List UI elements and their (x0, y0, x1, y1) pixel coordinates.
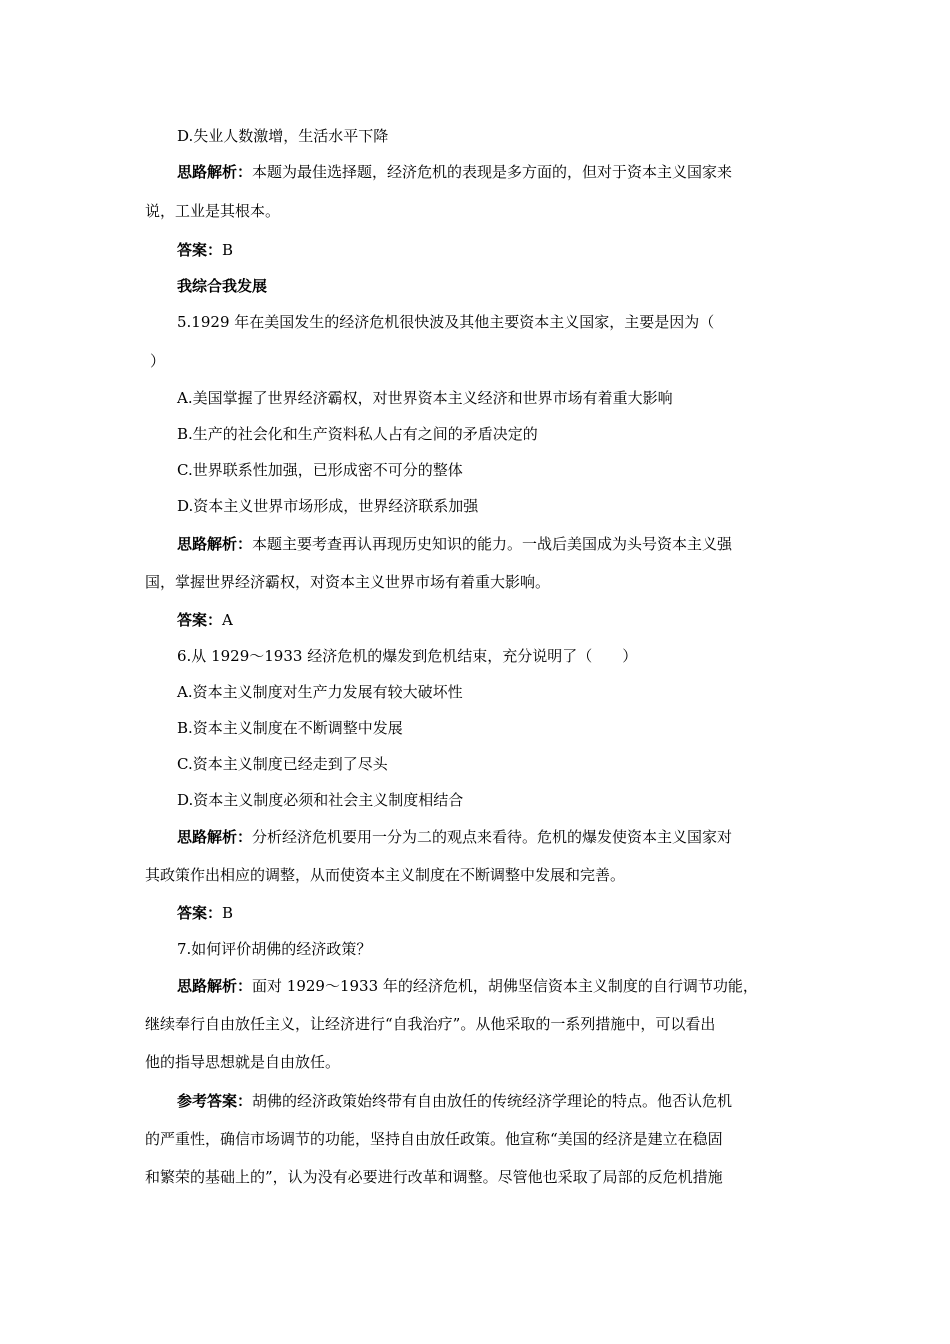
reference-answer-q7-continued-1 (145, 1129, 723, 1149)
analysis-q4-continued (145, 201, 280, 221)
question-text: 6.从 1929～1933 经济危机的爆发到危机结束，充分说明了（ ） (177, 647, 638, 665)
analysis-text: 本题为最佳选择题，经济危机的表现是多方面的，但对于资本主义国家来 (252, 163, 733, 181)
analysis-q7-continued-2 (145, 1052, 340, 1072)
answer-label: 答案： (177, 904, 223, 922)
line-text: 说，工业是其根本。 (145, 202, 281, 220)
analysis-q6 (177, 827, 732, 847)
option-b-q5 (177, 424, 538, 444)
answer-q6 (177, 903, 233, 923)
line-text: A.资本主义制度对生产力发展有较大破坏性 (177, 683, 463, 701)
answer-q4 (177, 240, 233, 260)
line-text: 和繁荣的基础上的”，认为没有必要进行改革和调整。尽管他也采取了局部的反危机措施 (145, 1168, 723, 1186)
analysis-text: 面对 1929～1933 年的经济危机，胡佛坚信资本主义制度的自行调节功能， (252, 977, 758, 995)
option-a-q6 (177, 682, 463, 702)
line-text: C.资本主义制度已经走到了尽头 (177, 755, 388, 773)
section-heading (177, 276, 267, 296)
analysis-q6-continued (145, 865, 625, 885)
analysis-text: 本题主要考查再认再现历史知识的能力。一战后美国成为头号资本主义强 (252, 535, 733, 553)
analysis-label: 思路解析： (177, 163, 253, 181)
line-text: A.美国掌握了世界经济霸权，对世界资本主义经济和世界市场有着重大影响 (177, 389, 673, 407)
line-text: 继续奉行自由放任主义，让经济进行“自我治疗”。从他采取的一系列措施中，可以看出 (145, 1015, 716, 1033)
answer-value: B (222, 241, 234, 259)
reference-answer-label: 参考答案： (177, 1092, 253, 1110)
question-text: 5.1929 年在美国发生的经济危机很快波及其他主要资本主义国家，主要是因为（ (177, 313, 715, 331)
analysis-text: 分析经济危机要用一分为二的观点来看待。危机的爆发使资本主义国家对 (252, 828, 733, 846)
question-7 (177, 939, 371, 959)
line-text: 的严重性，确信市场调节的功能，坚持自由放任政策。他宣称“美国的经济是建立在稳固 (145, 1130, 723, 1148)
answer-q5 (177, 610, 233, 630)
question-text: 7.如何评价胡佛的经济政策？ (177, 940, 372, 958)
line-text: D.资本主义制度必须和社会主义制度相结合 (177, 791, 464, 809)
analysis-q7-continued-1 (145, 1014, 715, 1034)
option-b-q6 (177, 718, 403, 738)
line-text: 其政策作出相应的调整，从而使资本主义制度在不断调整中发展和完善。 (145, 866, 626, 884)
question-6 (177, 646, 637, 666)
line-text: D.资本主义世界市场形成，世界经济联系加强 (177, 497, 479, 515)
reference-answer-text: 胡佛的经济政策始终带有自由放任的传统经济学理论的特点。他否认危机 (252, 1092, 733, 1110)
option-a-q5 (177, 388, 673, 408)
option-d-q6 (177, 790, 463, 810)
answer-value: B (222, 904, 234, 922)
answer-value: A (222, 611, 233, 629)
analysis-q5-continued (145, 572, 550, 592)
section-heading-text: 我综合我发展 (177, 277, 268, 295)
analysis-label: 思路解析： (177, 535, 253, 553)
answer-label: 答案： (177, 611, 223, 629)
line-text: 他的指导思想就是自由放任。 (145, 1053, 341, 1071)
line-text: B.资本主义制度在不断调整中发展 (177, 719, 403, 737)
option-c-q5 (177, 460, 463, 480)
reference-answer-q7 (177, 1091, 732, 1111)
question-5 (177, 312, 714, 332)
line-text: B.生产的社会化和生产资料私人占有之间的矛盾决定的 (177, 425, 538, 443)
option-d-q4 (177, 126, 388, 146)
answer-label: 答案： (177, 241, 223, 259)
analysis-q4 (177, 162, 732, 182)
option-c-q6 (177, 754, 388, 774)
option-d-q5 (177, 496, 478, 516)
analysis-label: 思路解析： (177, 977, 253, 995)
question-5-bracket (150, 351, 165, 371)
line-text: 国，掌握世界经济霸权，对资本主义世界市场有着重大影响。 (145, 573, 551, 591)
reference-answer-q7-continued-2 (145, 1167, 723, 1187)
analysis-q7 (177, 976, 758, 996)
line-text: D.失业人数激增，生活水平下降 (177, 127, 389, 145)
line-text: C.世界联系性加强，已形成密不可分的整体 (177, 461, 463, 479)
line-text: ） (150, 352, 166, 370)
analysis-label: 思路解析： (177, 828, 253, 846)
analysis-q5 (177, 534, 732, 554)
